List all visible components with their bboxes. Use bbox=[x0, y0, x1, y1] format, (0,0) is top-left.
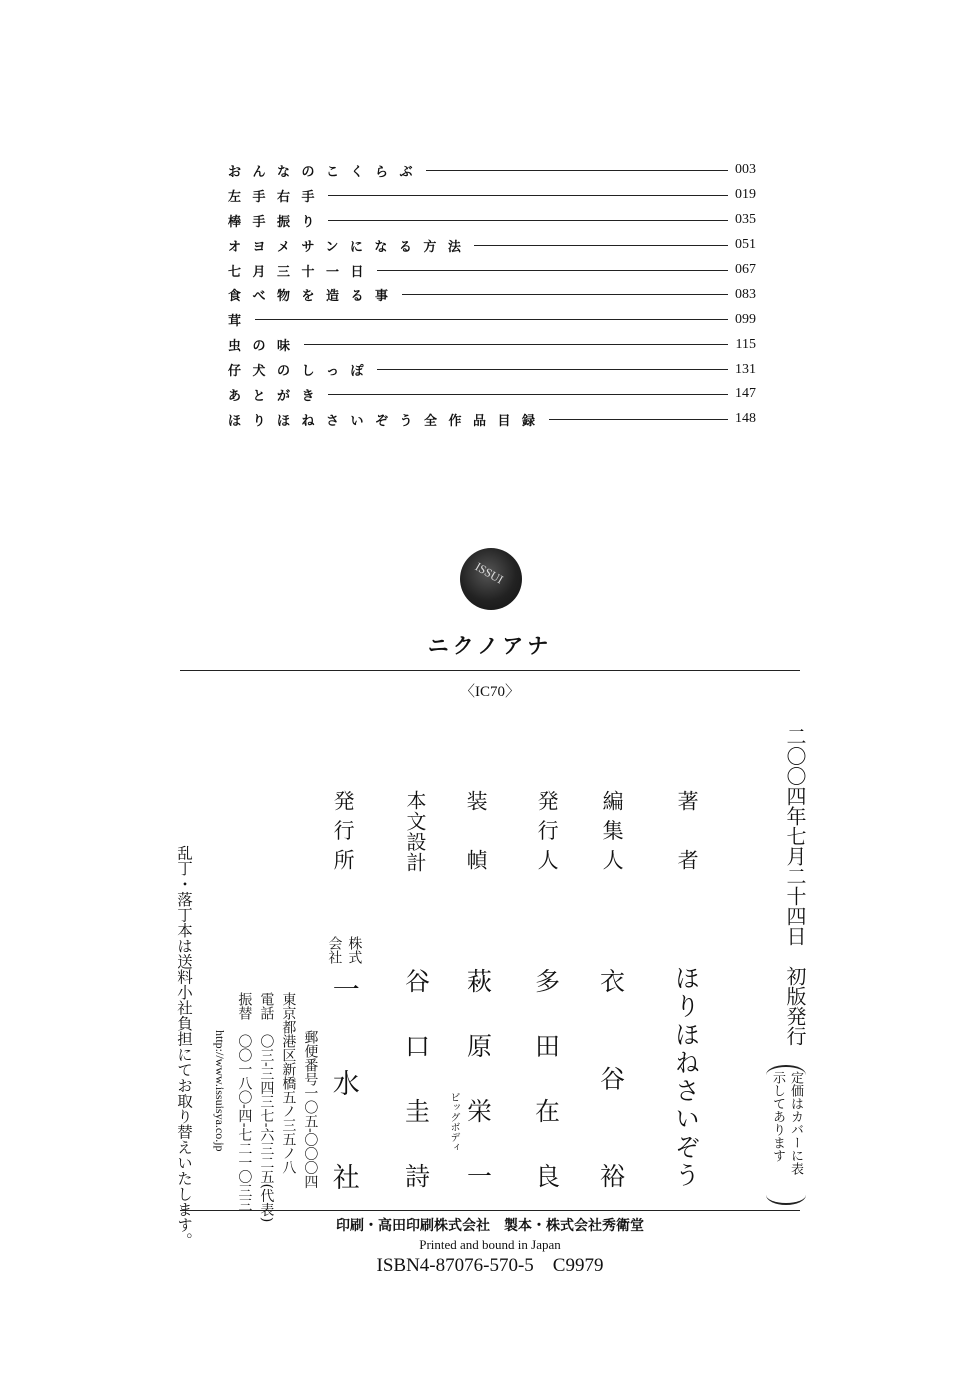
toc-page: 067 bbox=[735, 262, 756, 277]
toc-entry bbox=[228, 158, 756, 183]
toc-title: 棒手振り bbox=[228, 214, 327, 230]
toc-entry bbox=[228, 357, 756, 382]
author-name: ほりほねさいぞう bbox=[671, 965, 701, 1187]
phone: 電話 〇三-三四三七-六三二五(代表) bbox=[258, 992, 275, 1223]
toc-page: 035 bbox=[735, 212, 756, 228]
replacement-notice: 乱丁・落丁本は送料小社負担にてお取り替えいたします。 bbox=[175, 845, 194, 1248]
toc-page: 003 bbox=[735, 162, 756, 178]
price-note-line: 定価はカバーに表 bbox=[788, 1071, 803, 1175]
company-prefix: 株式 bbox=[346, 936, 363, 964]
toc-title: 仔犬のしっぽ bbox=[228, 364, 376, 380]
toc-entry bbox=[228, 332, 756, 357]
toc-leader bbox=[474, 245, 728, 246]
toc-entry bbox=[228, 183, 756, 208]
book-title: ニクノアナ bbox=[427, 634, 553, 658]
toc-page: 019 bbox=[735, 187, 756, 203]
text-designer-name: 谷口圭詩 bbox=[401, 968, 431, 1188]
price-note-line: 示してあります bbox=[770, 1071, 785, 1162]
publisher-name: 多田在良 bbox=[531, 968, 561, 1188]
postal-code: 郵便番号一〇五-〇〇〇四 bbox=[302, 1030, 319, 1189]
divider-top bbox=[180, 670, 800, 671]
toc-title: 食べ物を造る事 bbox=[228, 289, 400, 305]
office-label: 発行所 bbox=[331, 790, 356, 870]
toc-page: 131 bbox=[735, 361, 756, 377]
designer-name: 萩原栄一 bbox=[463, 968, 493, 1188]
isbn: ISBN4-87076-570-5 C9979 bbox=[376, 1255, 604, 1276]
editor-label: 編集人 bbox=[600, 790, 625, 870]
toc-page: 051 bbox=[735, 237, 756, 253]
publication-date: 二〇〇四年七月二十四日 初版発行 bbox=[783, 726, 807, 1046]
toc-page: 148 bbox=[735, 411, 756, 427]
table-of-contents bbox=[228, 158, 756, 432]
toc-title: 左手右手 bbox=[228, 189, 327, 205]
toc-entry bbox=[228, 407, 756, 432]
toc-title: おんなのこくらぶ bbox=[228, 164, 425, 180]
author-label: 著者 bbox=[675, 790, 700, 870]
series-number: 〈IC70〉 bbox=[459, 684, 520, 700]
toc-title: 七月三十一日 bbox=[228, 264, 376, 280]
transfer-account: 振替 〇〇一八〇-四-七二一〇三三 bbox=[236, 992, 253, 1212]
divider-bottom bbox=[180, 1210, 800, 1211]
website-url: http://www.issuisya.co.jp bbox=[213, 1030, 228, 1152]
toc-leader bbox=[402, 294, 728, 295]
editor-name: 衣谷裕 bbox=[596, 968, 626, 1188]
toc-entry bbox=[228, 233, 756, 258]
toc-leader bbox=[426, 170, 728, 171]
toc-page: 083 bbox=[735, 286, 756, 302]
toc-title: あとがき bbox=[228, 388, 327, 404]
toc-entry bbox=[228, 382, 756, 407]
printing-info: 印刷・高田印刷株式会社 製本・株式会社秀衛堂 bbox=[336, 1218, 644, 1234]
toc-title: オヨメサンになる方法 bbox=[228, 239, 473, 255]
toc-leader bbox=[304, 344, 728, 345]
company-prefix: 会社 bbox=[326, 936, 343, 964]
toc-leader bbox=[377, 369, 728, 370]
toc-entry bbox=[228, 307, 756, 332]
designer-ruby: ビッグボディ bbox=[448, 1092, 459, 1152]
company-name: 一水社 bbox=[327, 975, 359, 1190]
toc-title: 茸 bbox=[228, 314, 253, 330]
toc-leader bbox=[255, 319, 728, 320]
toc-title: 虫の味 bbox=[228, 339, 302, 355]
publisher-label: 発行人 bbox=[535, 790, 560, 870]
toc-page: 115 bbox=[735, 336, 756, 352]
toc-leader bbox=[328, 394, 728, 395]
toc-entry bbox=[228, 258, 756, 283]
toc-page: 099 bbox=[735, 311, 756, 327]
toc-leader bbox=[549, 419, 728, 420]
publisher-logo bbox=[460, 548, 522, 610]
address: 東京都港区新橋五ノ三五ノ八 bbox=[280, 992, 297, 1174]
printed-in: Printed and bound in Japan bbox=[419, 1237, 561, 1252]
toc-leader bbox=[328, 195, 728, 196]
logo-text: ISSUI bbox=[472, 559, 506, 587]
text-design-label: 本文設計 bbox=[403, 790, 427, 872]
toc-leader bbox=[377, 270, 728, 271]
toc-title: ほりほねさいぞう全作品目録 bbox=[228, 413, 547, 429]
price-note bbox=[766, 1065, 806, 1205]
toc-leader bbox=[328, 220, 728, 221]
design-label: 装幀 bbox=[464, 790, 489, 870]
toc-entry bbox=[228, 282, 756, 307]
toc-page: 147 bbox=[735, 386, 756, 402]
toc-entry bbox=[228, 208, 756, 233]
